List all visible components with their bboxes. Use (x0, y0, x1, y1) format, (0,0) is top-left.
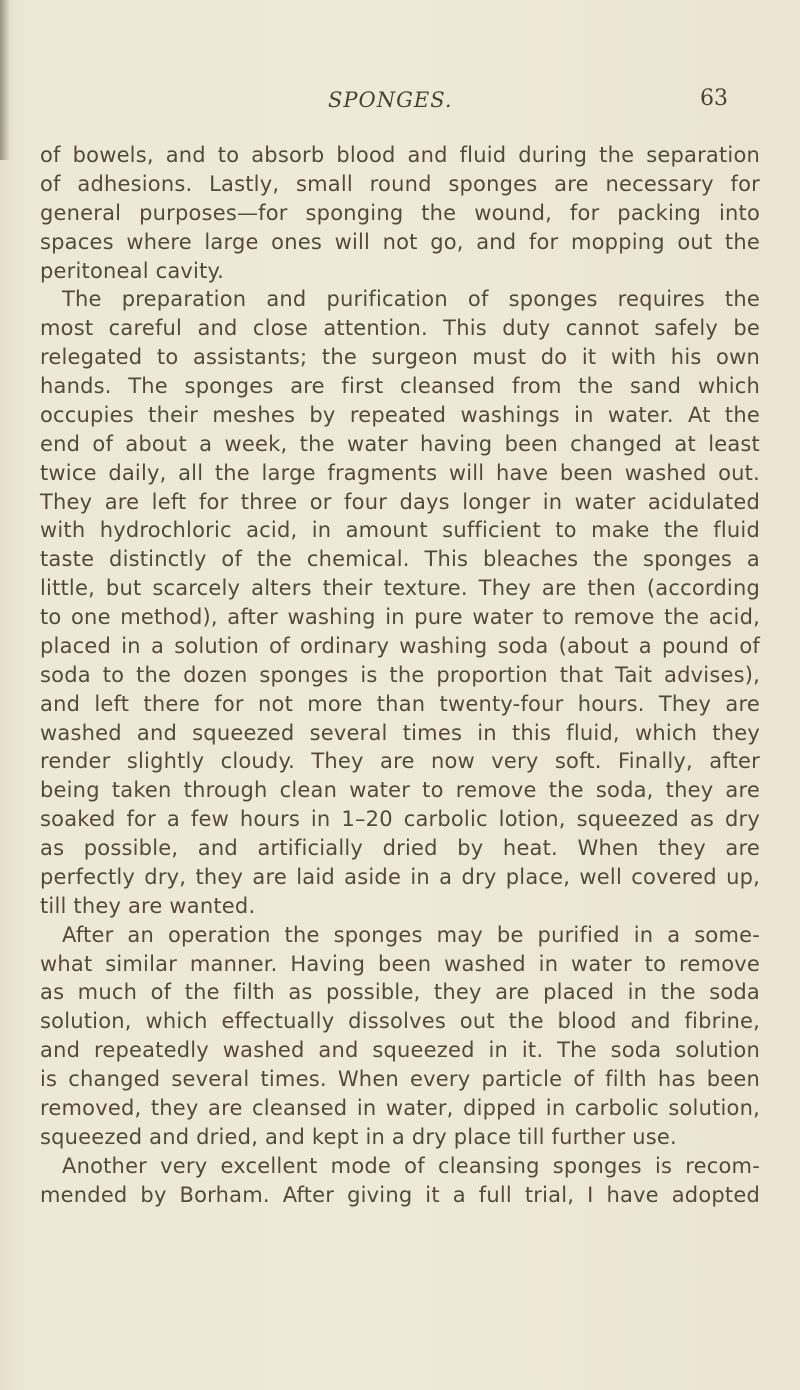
text-line: spaces where large ones will not go, and for mopping out the (40, 229, 760, 254)
text-line: to one method), after washing in pure water to remove the acid, (40, 605, 760, 629)
text-line: as possible, and artificially dried by heat. When they are (40, 836, 760, 860)
text-line: After an operation the sponges may be purified in a some- (62, 922, 760, 947)
text-line: of adhesions. Lastly, small round sponges are necessary for (40, 171, 760, 196)
text-line: as much of the filth as possible, they are placed in the soda (40, 980, 760, 1005)
running-head (0, 88, 800, 118)
text-line: mended by Borham. After giving it a full trial, I have adopted (40, 1182, 760, 1207)
text-line: general purposes—for sponging the wound, for packing into (40, 200, 760, 225)
text-line: twice daily, all the large fragments will have been washed out. (40, 460, 760, 485)
text-line: The preparation and purification of sponges requires the (62, 287, 760, 312)
text-line: hands. The sponges are first cleansed from the sand which (40, 374, 760, 398)
text-line: relegated to assistants; the surgeon must do it with his own (40, 345, 760, 370)
text-line: render slightly cloudy. They are now very soft. Finally, after (40, 749, 760, 774)
text-line: end of about a week, the water having been changed at least (40, 431, 760, 456)
text-line: most careful and close attention. This duty cannot safely be (40, 316, 760, 341)
text-line: and repeatedly washed and squeezed in it. The soda solution (40, 1038, 760, 1063)
text-line: being taken through clean water to remove the soda, they are (40, 778, 760, 803)
text-line: and left there for not more than twenty-four hours. They are (40, 691, 760, 716)
text-line: with hydrochloric acid, in amount sufficient to make the fluid (40, 518, 760, 543)
text-line: soaked for a few hours in 1–20 carbolic lotion, squeezed as dry (40, 807, 760, 832)
page-edge-shadow (0, 0, 10, 160)
text-line: little, but scarcely alters their texture. They are then (according (40, 576, 760, 601)
text-line: taste distinctly of the chemical. This bleaches the sponges a (40, 547, 760, 572)
text-line: peritoneal cavity. (40, 258, 225, 283)
text-line: soda to the dozen sponges is the proportion that Tait advises), (40, 662, 760, 687)
text-line: removed, they are cleansed in water, dipped in carbolic solution, (40, 1095, 760, 1120)
text-line: of bowels, and to absorb blood and fluid during the separation (40, 143, 760, 167)
text-line: Another very excellent mode of cleansing sponges is recom- (62, 1153, 760, 1178)
text-line: what similar manner. Having been washed in water to remove (40, 951, 760, 976)
body-text (40, 141, 760, 1209)
text-line: squeezed and dried, and kept in a dry place till further use. (40, 1124, 677, 1149)
page-number: 63 (700, 86, 728, 111)
text-line: solution, which effectually dissolves out the blood and fibrine, (40, 1009, 760, 1034)
text-line: till they are wanted. (40, 893, 256, 918)
running-title: SPONGES. (328, 88, 453, 112)
text-line: washed and squeezed several times in this fluid, which they (40, 720, 760, 745)
text-line: occupies their meshes by repeated washings in water. At the (40, 402, 760, 427)
text-line: placed in a solution of ordinary washing soda (about a pound of (40, 633, 760, 658)
text-line: perfectly dry, they are laid aside in a dry place, well covered up, (40, 864, 760, 889)
text-line: They are left for three or four days longer in water acidulated (40, 489, 760, 514)
text-line: is changed several times. When every particle of filth has been (40, 1067, 760, 1091)
